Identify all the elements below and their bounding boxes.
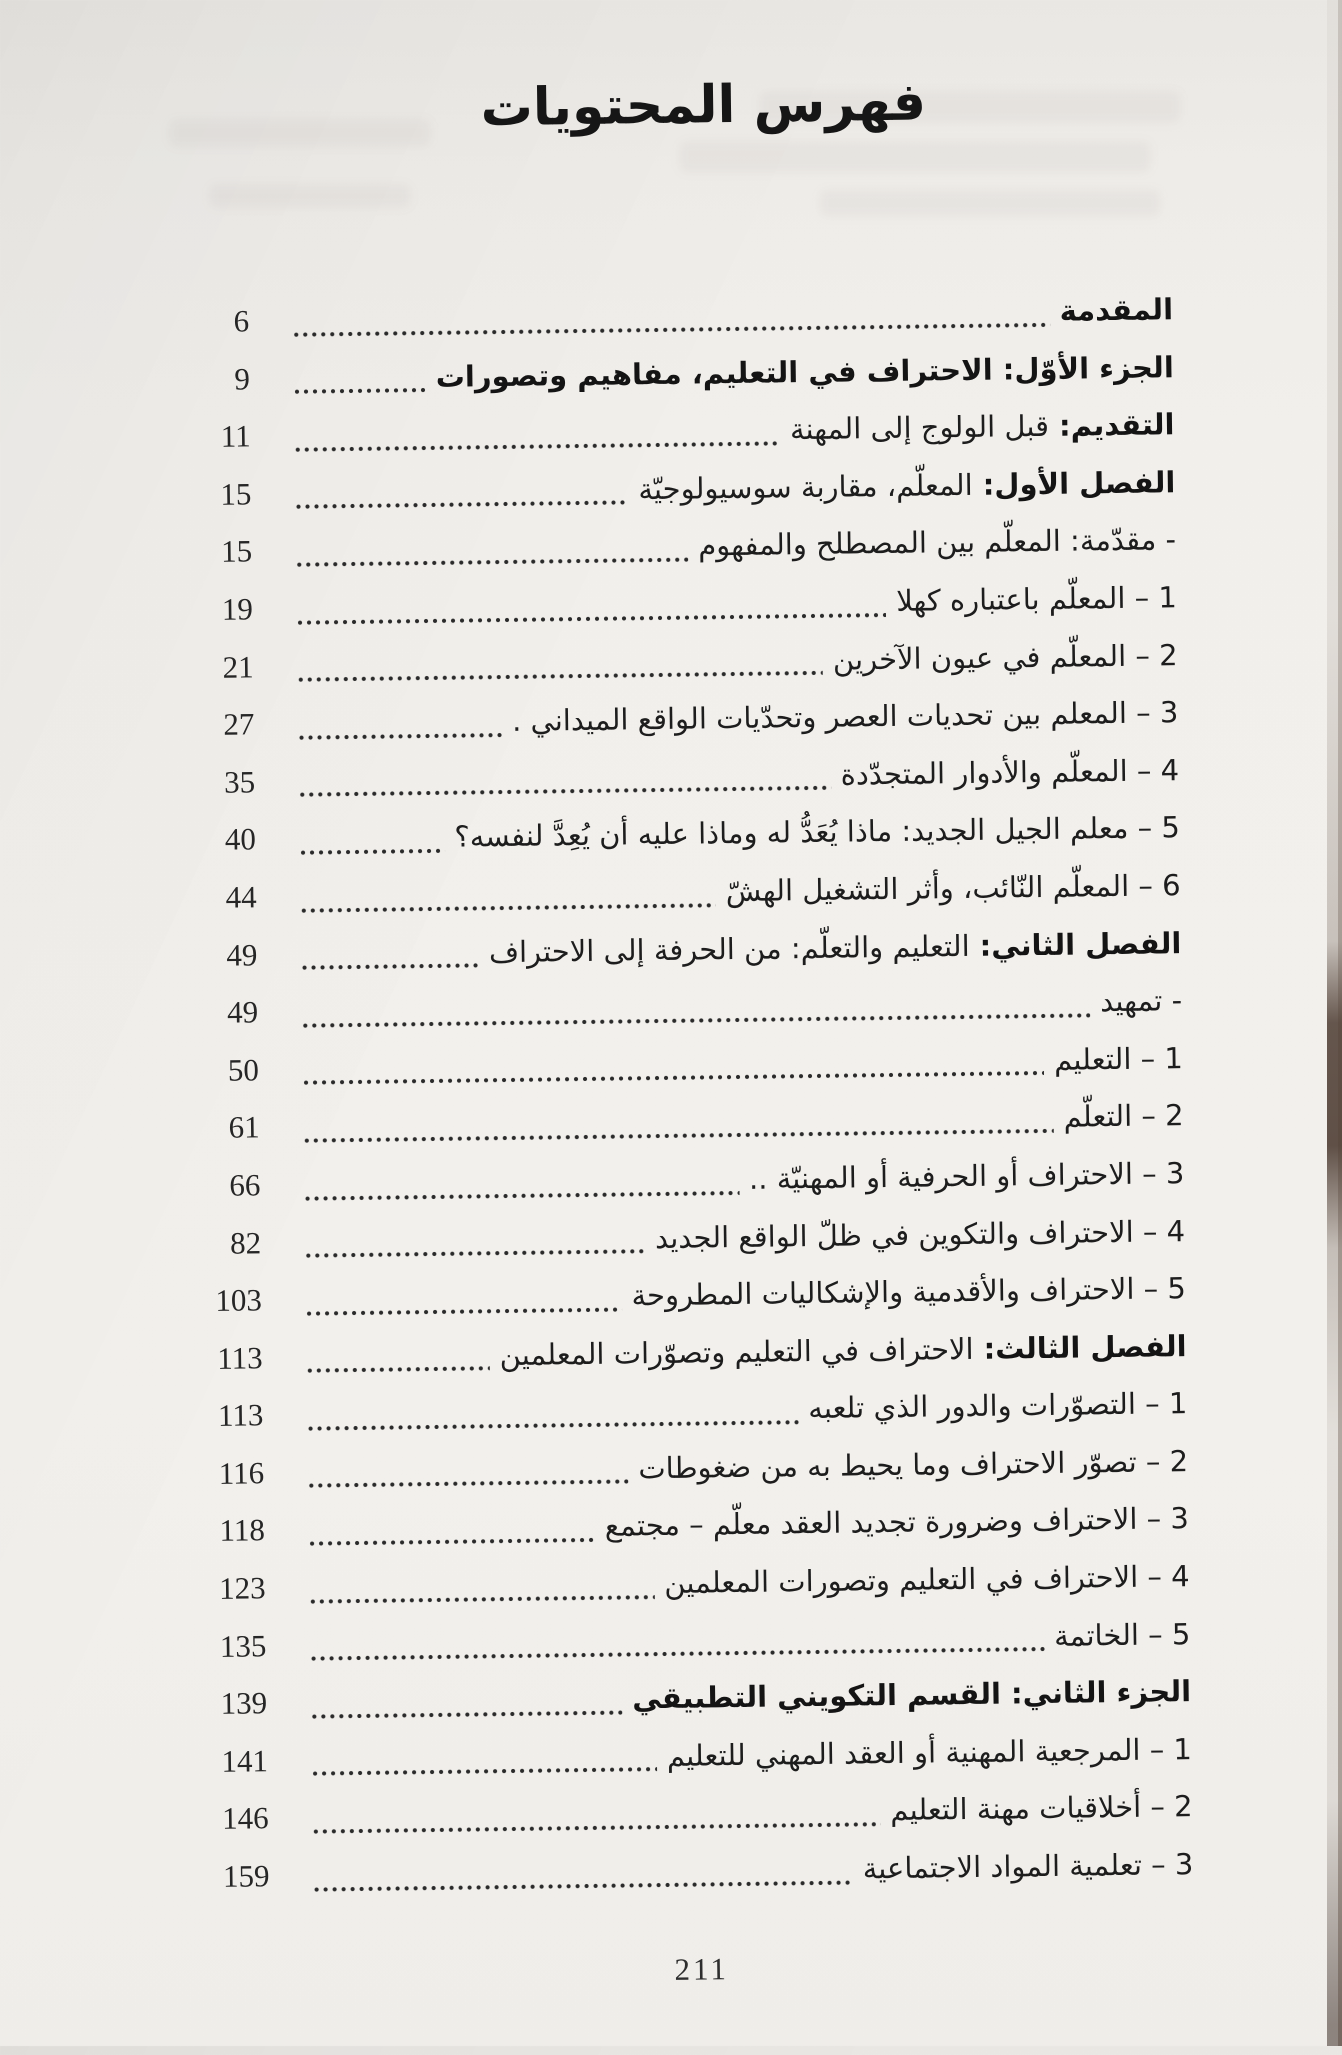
- dot-leader: [251, 460, 639, 523]
- dot-leader: [260, 1150, 749, 1214]
- toc-entry-title: [664, 1548, 1190, 1612]
- toc-entry-title: [489, 915, 1182, 982]
- dot-leader: [255, 745, 841, 810]
- toc-entry-title: [1054, 1030, 1183, 1089]
- toc-entry-page-number: 113: [217, 1397, 264, 1434]
- dot-leader: [259, 1088, 1064, 1156]
- toc-entry-text: التعليم والتعلّم: من الحرفة إلى الاحتراف: [488, 928, 970, 969]
- toc-entry-title: [749, 1145, 1185, 1208]
- toc-entry-title: [1054, 1606, 1191, 1665]
- dot-leader: [249, 347, 436, 407]
- toc-entry-title: [725, 857, 1181, 921]
- toc-entry-title: [499, 1318, 1187, 1385]
- toc-entry-title: [862, 1836, 1193, 1898]
- toc-entry-text: الجزء الأوّل: الاحتراف في التعليم، مفاهيم وتصورات: [435, 349, 1174, 394]
- dot-leader: [267, 1670, 633, 1732]
- toc-entry-page-number: 139: [220, 1685, 268, 1722]
- toc-entry-text: 5 – الاحتراف والأقدمية والإشكاليات المطروحة: [631, 1271, 1187, 1313]
- toc-entry-title: [896, 569, 1177, 630]
- toc-entry-title: [698, 512, 1177, 576]
- dot-leader: [252, 572, 896, 638]
- toc-entry-text: 3 – المعلم بين تحديات العصر وتحدّيات الواقع الميداني .: [511, 695, 1179, 739]
- toc-entry-page-number: 103: [215, 1282, 263, 1318]
- toc-entry-page-number: 123: [218, 1570, 266, 1606]
- toc-entry-title: [435, 339, 1174, 406]
- toc-entry-title: [1063, 1087, 1184, 1146]
- toc-entry-text: - تمهيد: [1099, 983, 1183, 1019]
- toc-entry-page-number: 66: [229, 1167, 261, 1203]
- toc-entry-text: 5 – معلم الجيل الجديد: ماذا يُعَدُّ له وماذا عليه أن يُعِدَّ لنفسه؟: [454, 810, 1181, 855]
- dot-leader: [265, 1497, 606, 1559]
- dot-leader: [261, 1209, 656, 1272]
- toc-entry-page-number: 118: [219, 1512, 266, 1549]
- toc-entry-text: المقدمة: [1059, 292, 1174, 328]
- toc-entry-title: [638, 454, 1176, 519]
- toc-entry-page-number: 135: [219, 1627, 267, 1664]
- toc-entry-prefix: الفصل الأول:: [982, 464, 1176, 502]
- toc-entry-page-number: 9: [234, 360, 251, 397]
- dot-leader: [250, 400, 790, 465]
- dot-leader: [255, 808, 454, 868]
- toc-entry-page-number: 40: [224, 821, 257, 858]
- toc-entry-title: [1059, 281, 1173, 340]
- toc-entry-title: [638, 1433, 1189, 1498]
- toc-entry-title: [604, 1491, 1189, 1556]
- dot-leader: [263, 1379, 809, 1444]
- dot-leader: [269, 1839, 863, 1904]
- toc-entry-page-number: 82: [229, 1224, 262, 1261]
- toc-entry-text: - مقدّمة: المعلّم بين المصطلح والمفهوم: [697, 522, 1177, 563]
- dot-leader: [264, 1439, 639, 1501]
- toc-entry-title: [512, 684, 1179, 750]
- dot-leader: [268, 1727, 668, 1790]
- toc-entry-text: الاحتراف في التعليم وتصوّرات المعلمين: [499, 1331, 974, 1372]
- toc-entry-page-number: 49: [226, 994, 259, 1030]
- dot-leader: [265, 1554, 664, 1617]
- toc-entry-prefix: التقديم:: [1058, 407, 1175, 443]
- toc-entry-text: 2 – المعلّم في عيون الآخرين: [832, 637, 1178, 677]
- toc-entry-text: 4 – المعلّم والأدوار المتجدّدة: [840, 752, 1180, 792]
- dot-leader: [256, 862, 726, 926]
- toc-entry-title: [890, 1779, 1193, 1841]
- dot-leader: [262, 1266, 632, 1328]
- dot-leader: [257, 923, 489, 984]
- table-of-contents: [119, 280, 1194, 1906]
- toc-entry-title: [808, 1375, 1188, 1438]
- toc-entry-prefix: الفصل الثاني:: [979, 925, 1182, 963]
- toc-entry-text: 2 – التعلّم: [1063, 1098, 1184, 1135]
- toc-entry-text: 3 – تعلمية المواد الاجتماعية: [862, 1847, 1194, 1886]
- dot-leader: [252, 517, 699, 580]
- dot-leader: [262, 1326, 500, 1387]
- page-edge-line: [1338, 0, 1342, 2046]
- toc-entry-title: [840, 742, 1179, 804]
- toc-entry-page-number: 113: [217, 1339, 263, 1376]
- toc-entry-text: 4 – الاحتراف والتكوين في ظلّ الواقع الجديد: [654, 1213, 1186, 1255]
- toc-entry-title: [1100, 972, 1183, 1031]
- toc-entry-text: الجزء الثاني: القسم التكويني التطبيقي: [632, 1674, 1192, 1716]
- page-title: فهرس المحتويات: [480, 72, 927, 139]
- toc-entry-page-number: 50: [227, 1051, 260, 1088]
- toc-entry-page-number: 44: [225, 879, 257, 915]
- toc-entry-title: [631, 1260, 1186, 1325]
- toc-entry-text: قبل الولوج إلى المهنة: [789, 409, 1050, 447]
- toc-entry-page-number: 61: [228, 1109, 260, 1145]
- toc-entry-text: 3 – الاحتراف وضرورة تجديد العقد معلّم – مجتمع: [604, 1501, 1190, 1544]
- toc-entry-text: 1 – المرجعية المهنية أو العقد المهني للتعليم: [666, 1731, 1193, 1773]
- toc-entry-page-number: 116: [218, 1455, 265, 1491]
- toc-entry-title: [666, 1721, 1192, 1785]
- toc-entry-title: [790, 396, 1175, 459]
- toc-entry-page-number: 15: [220, 476, 252, 512]
- toc-entry-title: [632, 1663, 1192, 1728]
- dot-leader: [253, 630, 833, 695]
- toc-entry-text: المعلّم، مقاربة سوسيولوجيّة: [638, 467, 973, 507]
- toc-entry-text: 2 – تصوّر الاحتراف وما يحيط به من ضغوطات: [638, 1444, 1189, 1486]
- toc-entry-prefix: الفصل الثالث:: [983, 1328, 1187, 1366]
- toc-entry-page-number: 11: [220, 418, 251, 454]
- toc-entry-text: 1 – المعلّم باعتباره كهلا: [895, 580, 1177, 618]
- toc-entry-page-number: 159: [222, 1858, 270, 1894]
- toc-entry-page-number: 146: [221, 1800, 269, 1837]
- toc-entry-text: 2 – أخلاقيات مهنة التعليم: [890, 1789, 1193, 1828]
- toc-entry-page-number: 19: [221, 591, 254, 627]
- toc-entry-text: 4 – الاحتراف في التعليم وتصورات المعلمين: [664, 1559, 1190, 1601]
- toc-entry-page-number: 6: [233, 303, 250, 339]
- toc-entry-text: 1 – التعليم: [1053, 1040, 1184, 1077]
- dot-leader: [268, 1781, 890, 1847]
- toc-entry-text: 5 – الخاتمة: [1053, 1616, 1191, 1653]
- toc-entry-title: [454, 800, 1180, 867]
- toc-entry-text: 6 – المعلّم النّائب، وأثر التشغيل الهشّ: [725, 868, 1181, 909]
- toc-entry-page-number: 15: [220, 533, 253, 570]
- toc-entry-page-number: 35: [223, 764, 256, 800]
- toc-entry-page-number: 27: [223, 706, 255, 742]
- page-number-folio: 211: [674, 1951, 730, 1987]
- dot-leader: [254, 692, 512, 753]
- toc-entry-title: [655, 1203, 1186, 1268]
- toc-entry-title: [833, 627, 1178, 689]
- toc-entry-page-number: 49: [226, 936, 258, 973]
- dot-leader: [266, 1607, 1054, 1675]
- dot-leader: [249, 282, 1060, 350]
- toc-entry-page-number: 21: [222, 648, 254, 685]
- toc-entry-text: 1 – التصوّرات والدور الذي تلعبه: [808, 1386, 1188, 1426]
- dot-leader: [259, 1031, 1055, 1099]
- toc-entry-page-number: 141: [221, 1743, 269, 1779]
- toc-entry-text: 3 – الاحتراف أو الحرفية أو المهنيّة ..: [748, 1156, 1185, 1196]
